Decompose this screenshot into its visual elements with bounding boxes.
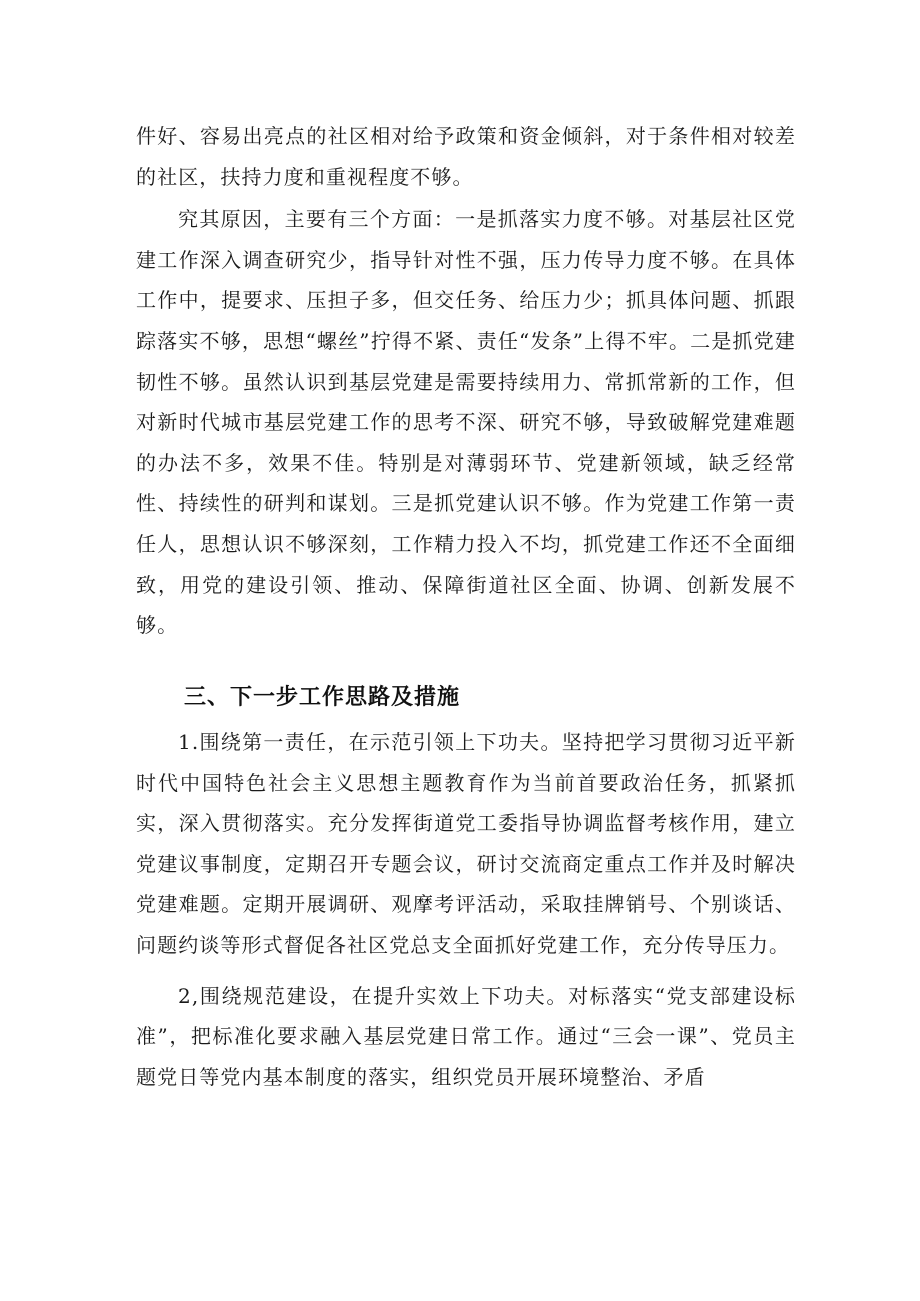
- paragraph-measure-2: 2,围绕规范建设，在提升实效上下功夫。对标落实“党支部建设标准”，把标准化要求融入基层党建日常工作。通过“三会一课”、党员主题党日等党内基本制度的落实，组织党员开展环境整治、矛盾: [136, 983, 796, 1089]
- text-block-measures: [136, 678, 796, 1097]
- section-heading-next-steps: 三、下一步工作思路及措施: [184, 685, 461, 710]
- paragraph-continued: 件好、容易出亮点的社区相对给予政策和资金倾斜，对于条件相对较差的社区，扶持力度和重视程度不够。: [136, 124, 796, 189]
- paragraph-measure-1: 1.围绕第一责任，在示范引领上下功夫。坚持把学习贯彻习近平新时代中国特色社会主义思想主题教育作为当前首要政治任务，抓紧抓实，深入贯彻落实。充分发挥街道党工委指导协调监督考核作用，建立党建议事制度，定期召开专题会议，研讨交流商定重点工作并及时解决党建难题。定期开展调研、观摩考评活动，采取挂牌销号、个别谈话、问题约谈等形式督促各社区党总支全面抓好党建工作，充分传导压力。: [136, 730, 796, 957]
- text-block-top: [136, 116, 796, 646]
- paragraph-causes: 究其原因，主要有三个方面：一是抓落实力度不够。对基层社区党建工作深入调查研究少，指导针对性不强，压力传导力度不够。在具体工作中，提要求、压担子多，但交任务、给压力少；抓具体问题、抓跟踪落实不够，思想“螺丝”拧得不紧、责任“发条”上得不牢。二是抓党建韧性不够。虽然认识到基层党建是需要持续用力、常抓常新的工作，但对新时代城市基层党建工作的思考不深、研究不够，导致破解党建难题的办法不多，效果不佳。特别是对薄弱环节、党建新领域，缺乏经常性、持续性的研判和谋划。三是抓党建认识不够。作为党建工作第一责任人，思想认识不够深刻，工作精力投入不均，抓党建工作还不全面细致，用党的建设引领、推动、保障街道社区全面、协调、创新发展不够。: [136, 207, 796, 638]
